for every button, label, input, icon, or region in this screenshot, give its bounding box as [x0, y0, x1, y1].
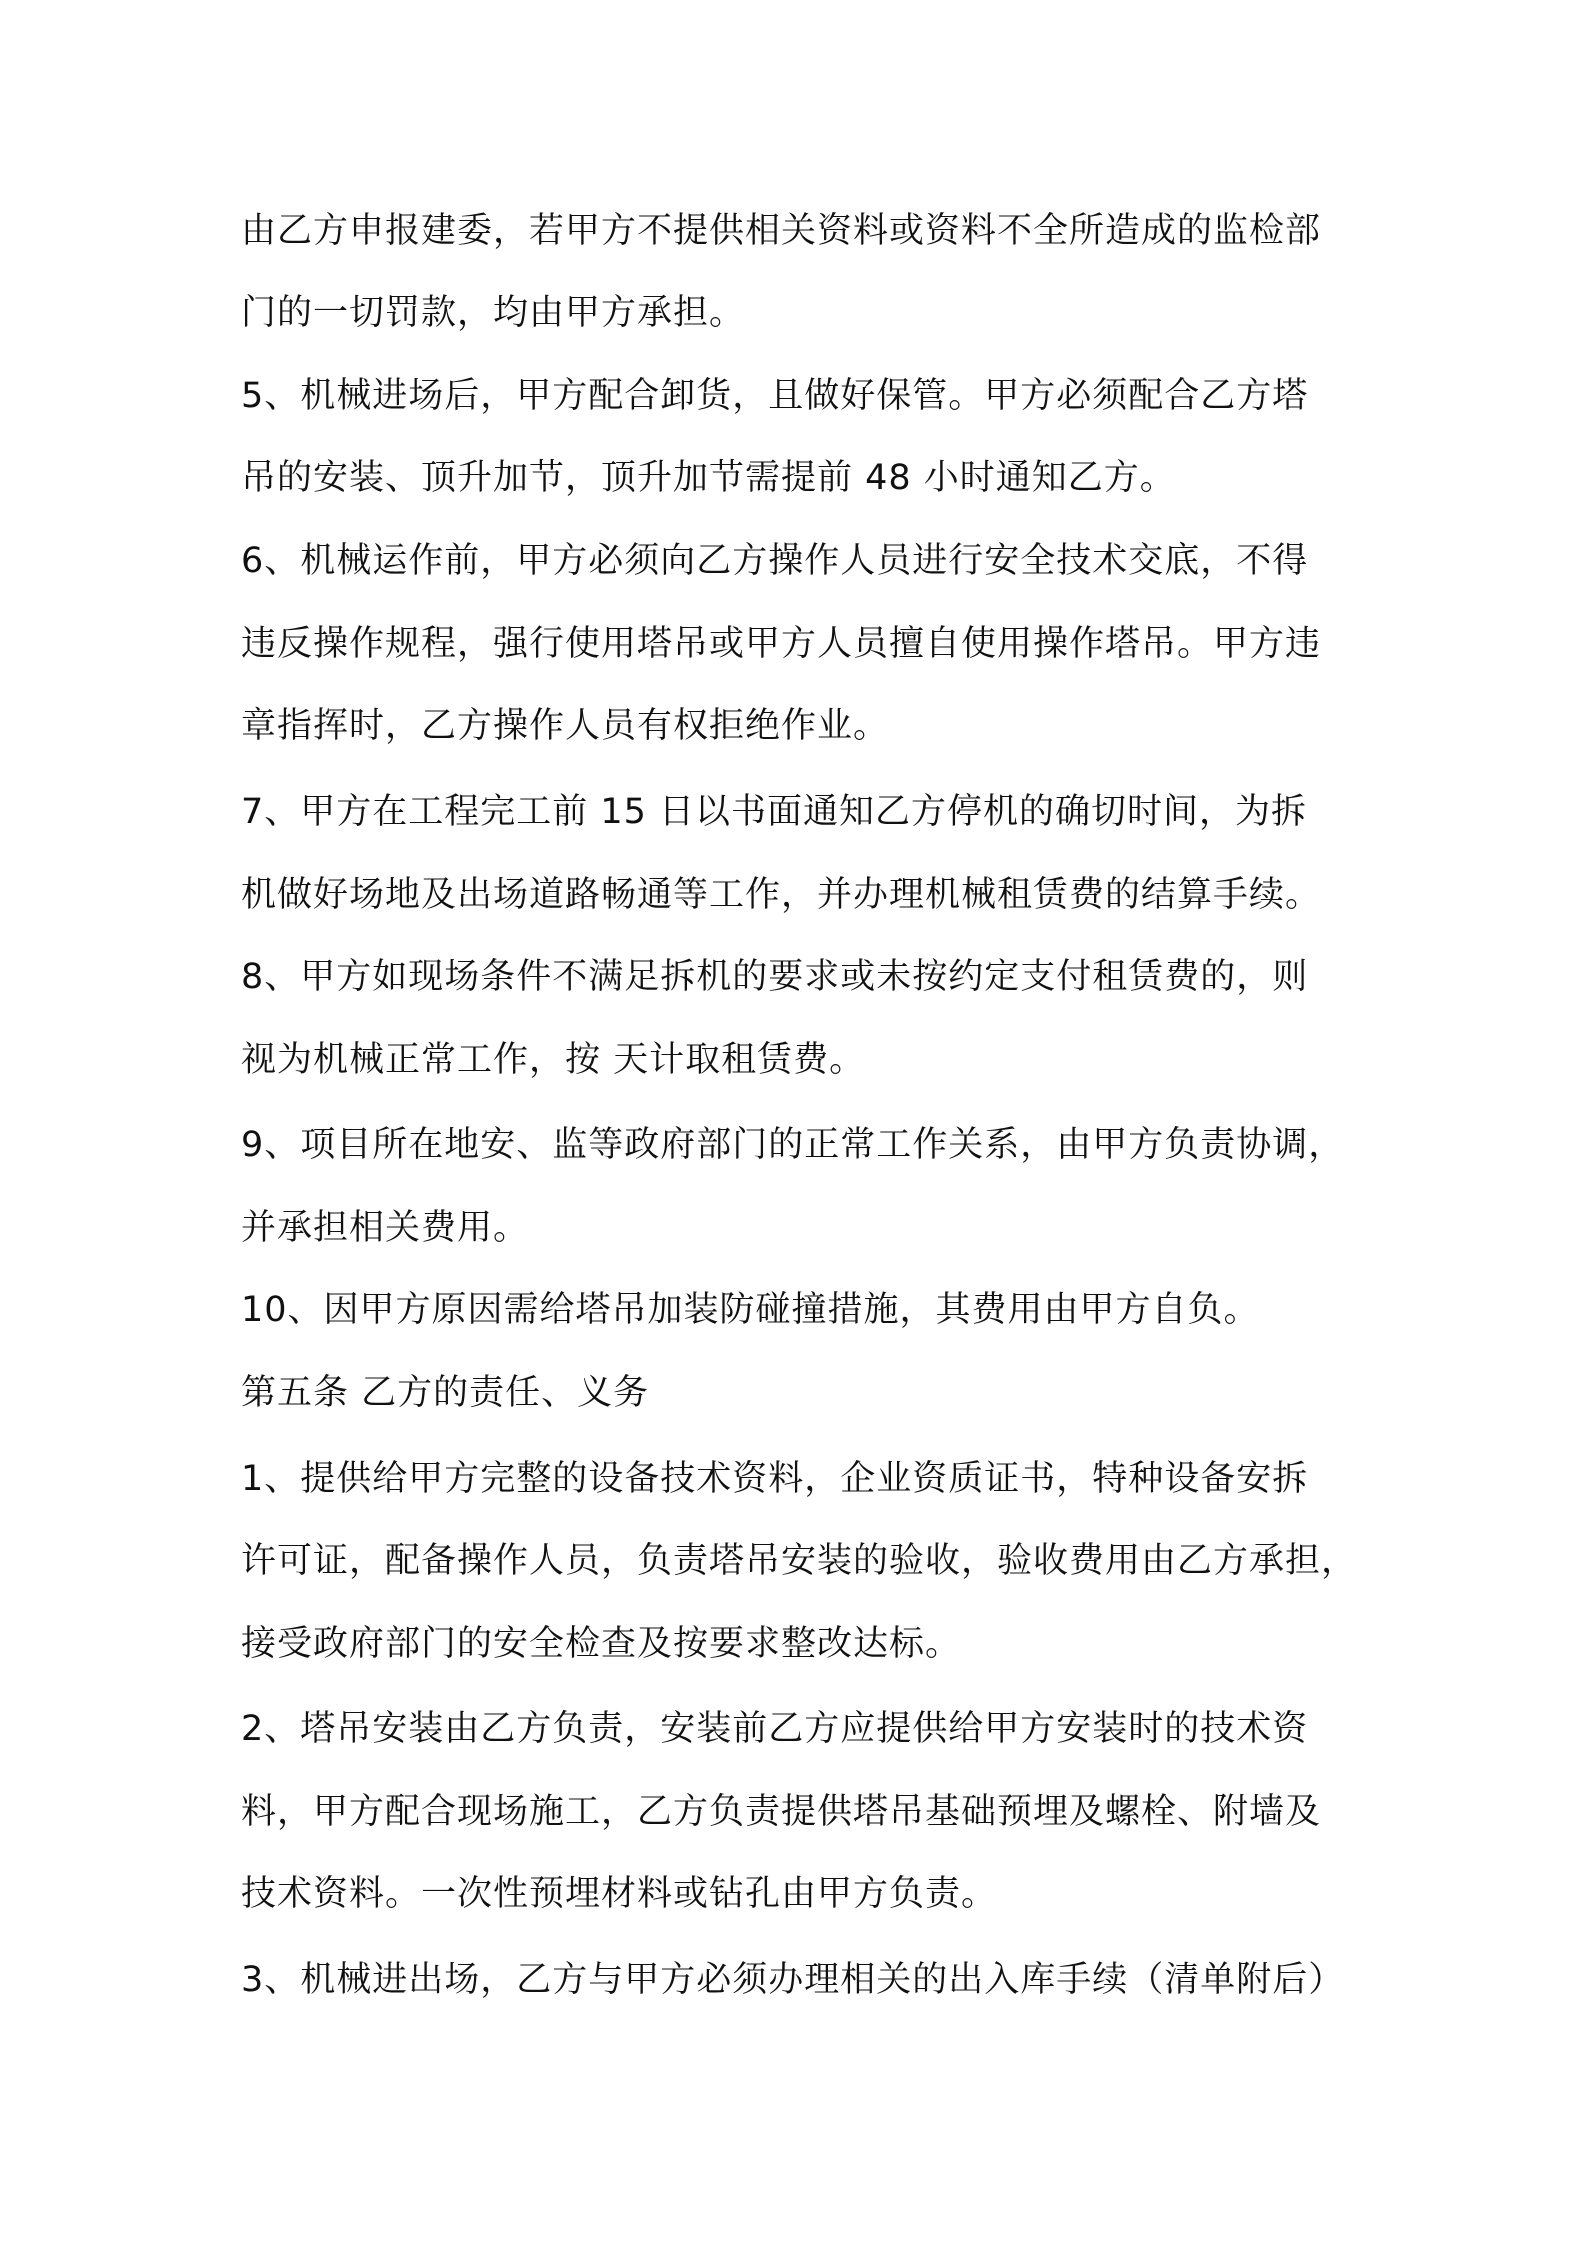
text-line: 吊的安装、顶升加节，顶升加节需提前 48 小时通知乙方。 [241, 458, 1176, 498]
text-line: 6、机械运作前，甲方必须向乙方操作人员进行安全技术交底，不得 [241, 541, 1309, 581]
text-line: 3、机械进出场，乙方与甲方必须办理相关的出入库手续（清单附后） [241, 1960, 1345, 2000]
text-line: 门的一切罚款，均由甲方承担。 [241, 293, 746, 333]
text-line: 10、因甲方原因需给塔吊加装防碰撞措施，其费用由甲方自负。 [241, 1290, 1260, 1330]
text-line: 视为机械正常工作，按 天计取租赁费。 [241, 1040, 866, 1080]
text-line: 机做好场地及出场道路畅通等工作，并办理机械租赁费的结算手续。 [241, 875, 1322, 915]
text-line: 7、甲方在工程完工前 15 日以书面通知乙方停机的确切时间，为拆 [241, 792, 1308, 832]
section-heading: 第五条 乙方的责任、义务 [241, 1373, 650, 1413]
text-line: 并承担相关费用。 [241, 1208, 530, 1248]
text-line: 技术资料。一次性预埋材料或钻孔由甲方负责。 [241, 1874, 998, 1914]
text-line: 2、塔吊安装由乙方负责，安装前乙方应提供给甲方安装时的技术资 [241, 1709, 1309, 1749]
text-line: 8、甲方如现场条件不满足拆机的要求或未按约定支付租赁费的，则 [241, 957, 1309, 997]
text-line: 违反操作规程，强行使用塔吊或甲方人员擅自使用操作塔吊。甲方违 [241, 624, 1322, 664]
text-line: 由乙方申报建委，若甲方不提供相关资料或资料不全所造成的监检部 [241, 211, 1322, 251]
text-line: 9、项目所在地安、监等政府部门的正常工作关系，由甲方负责协调， [241, 1125, 1345, 1165]
text-line: 料，甲方配合现场施工，乙方负责提供塔吊基础预埋及螺栓、附墙及 [241, 1792, 1322, 1832]
text-line: 5、机械进场后，甲方配合卸货，且做好保管。甲方必须配合乙方塔 [241, 376, 1309, 416]
text-line: 章指挥时，乙方操作人员有权拒绝作业。 [241, 706, 890, 746]
text-line: 1、提供给甲方完整的设备技术资料，企业资质证书，特种设备安拆 [241, 1459, 1309, 1499]
text-line: 许可证，配备操作人员，负责塔吊安装的验收，验收费用由乙方承担， [241, 1541, 1358, 1581]
text-line: 接受政府部门的安全检查及按要求整改达标。 [241, 1624, 962, 1664]
